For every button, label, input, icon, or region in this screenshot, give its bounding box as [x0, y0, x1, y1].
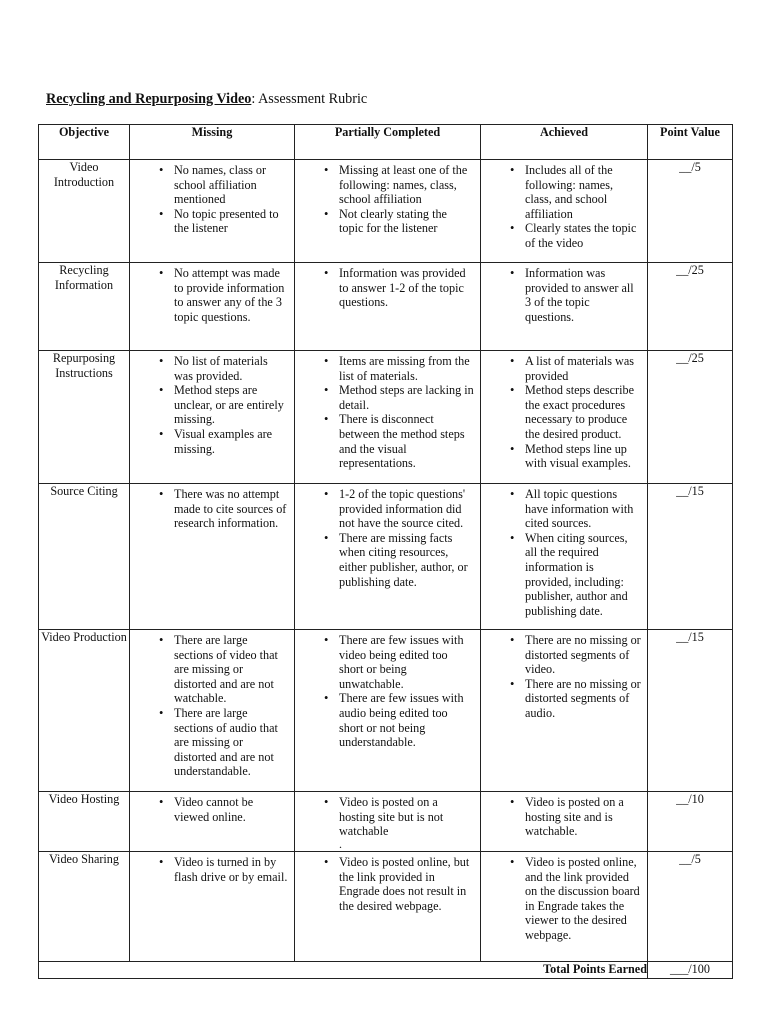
rubric-row: [39, 484, 733, 630]
criterion-item: • No list of materials was provided.: [130, 354, 288, 383]
criterion-item: • Items are missing from the list of materials.: [295, 354, 474, 383]
objective-cell: Video Introduction: [39, 160, 130, 263]
point-value-cell: __/5: [648, 852, 733, 962]
header-point-value: Point Value: [648, 125, 733, 160]
rubric-row: [39, 263, 733, 351]
partial-criteria-list: [295, 266, 474, 310]
achieved-cell: [481, 852, 648, 962]
criterion-item: • Method steps line up with visual examples.: [481, 442, 641, 471]
criterion-item: • Method steps are lacking in detail.: [295, 383, 474, 412]
criterion-item: • No topic presented to the listener: [130, 207, 288, 236]
criterion-item: • Missing at least one of the following: names, class, school affiliation: [295, 163, 474, 207]
achieved-criteria-list: [481, 354, 641, 471]
document-title: [46, 91, 367, 108]
criterion-item: • When citing sources, all the required information is provided, including: publisher, author and publishing date.: [481, 531, 641, 619]
objective-cell: Source Citing: [39, 484, 130, 630]
title-main: Recycling and Repurposing Video: [46, 91, 252, 107]
objective-cell: Recycling Information: [39, 263, 130, 351]
achieved-cell: [481, 630, 648, 792]
rubric-row: [39, 351, 733, 484]
partial-cell: [295, 484, 481, 630]
missing-criteria-list: [130, 795, 288, 824]
partial-cell: [295, 263, 481, 351]
criterion-item: • Method steps describe the exact procedures necessary to produce the desired product.: [481, 383, 641, 441]
point-value-cell: __/15: [648, 630, 733, 792]
total-row: [39, 962, 733, 979]
rubric-row: [39, 160, 733, 263]
partial-cell: [295, 351, 481, 484]
header-partially-completed: Partially Completed: [295, 125, 481, 160]
criterion-item: • There are missing facts when citing resources, either publisher, author, or publishing date.: [295, 531, 474, 589]
criterion-item: • There are few issues with video being edited too short or being unwatchable.: [295, 633, 474, 691]
point-value-cell: __/25: [648, 263, 733, 351]
missing-cell: [130, 852, 295, 962]
criterion-item: • There is disconnect between the method steps and the visual representations.: [295, 412, 474, 470]
criterion-item: • There are large sections of audio that are missing or distorted and are not understandable.: [130, 706, 288, 779]
missing-cell: [130, 351, 295, 484]
objective-cell: Video Hosting: [39, 792, 130, 852]
criterion-item: • Not clearly stating the topic for the listener: [295, 207, 474, 236]
achieved-criteria-list: [481, 487, 641, 618]
criterion-item: • Clearly states the topic of the video: [481, 221, 641, 250]
missing-criteria-list: [130, 855, 288, 884]
criterion-item: • Video cannot be viewed online.: [130, 795, 288, 824]
criterion-item: • 1-2 of the topic questions' provided information did not have the source cited.: [295, 487, 474, 531]
partial-criteria-list: [295, 354, 474, 471]
point-value-cell: __/5: [648, 160, 733, 263]
criterion-item: • Information was provided to answer all 3 of the topic questions.: [481, 266, 641, 324]
partial-cell: [295, 630, 481, 792]
achieved-cell: [481, 351, 648, 484]
rubric-row: [39, 630, 733, 792]
achieved-criteria-list: [481, 633, 641, 721]
criterion-item: • There are few issues with audio being edited too short or not being understandable.: [295, 691, 474, 749]
objective-cell: Video Production: [39, 630, 130, 792]
partial-cell: [295, 160, 481, 263]
criterion-item: • Video is posted online, but the link provided in Engrade does not result in the desired webpage.: [295, 855, 474, 913]
criterion-item: • Video is turned in by flash drive or by email.: [130, 855, 288, 884]
header-row: [39, 125, 733, 160]
missing-criteria-list: [130, 487, 288, 531]
partial-criteria-list: [295, 795, 474, 839]
header-achieved: Achieved: [481, 125, 648, 160]
missing-cell: [130, 792, 295, 852]
point-value-cell: __/25: [648, 351, 733, 484]
partial-criteria-list: [295, 163, 474, 236]
missing-criteria-list: [130, 266, 288, 324]
rubric-row: [39, 792, 733, 852]
achieved-criteria-list: [481, 163, 641, 251]
criterion-item: • Method steps are unclear, or are entirely missing.: [130, 383, 288, 427]
objective-cell: Video Sharing: [39, 852, 130, 962]
achieved-cell: [481, 263, 648, 351]
objective-cell: Repurposing Instructions: [39, 351, 130, 484]
total-points: ___/100: [648, 962, 733, 979]
partial-criteria-list: [295, 487, 474, 589]
trailing-mark: .: [339, 836, 342, 851]
point-value-cell: __/15: [648, 484, 733, 630]
missing-criteria-list: [130, 163, 288, 236]
total-label: Total Points Earned: [39, 962, 648, 979]
criterion-item: • Video is posted online, and the link provided on the discussion board in Engrade takes the viewer to the desired webpage.: [481, 855, 641, 943]
missing-cell: [130, 160, 295, 263]
criterion-item: • Information was provided to answer 1-2 of the topic questions.: [295, 266, 474, 310]
point-value-cell: __/10: [648, 792, 733, 852]
criterion-item: • Includes all of the following: names, class, and school affiliation: [481, 163, 641, 221]
achieved-cell: [481, 484, 648, 630]
missing-criteria-list: [130, 354, 288, 456]
rubric-row: [39, 852, 733, 962]
achieved-criteria-list: [481, 266, 641, 324]
criterion-item: • There was no attempt made to cite sources of research information.: [130, 487, 288, 531]
header-missing: Missing: [130, 125, 295, 160]
achieved-cell: [481, 160, 648, 263]
criterion-item: • A list of materials was provided: [481, 354, 641, 383]
assessment-rubric-table: [38, 124, 733, 979]
partial-criteria-list: [295, 855, 474, 913]
achieved-criteria-list: [481, 795, 641, 839]
missing-cell: [130, 263, 295, 351]
missing-cell: [130, 484, 295, 630]
partial-cell: [295, 792, 481, 852]
criterion-item: • There are no missing or distorted segments of audio.: [481, 677, 641, 721]
criterion-item: • All topic questions have information with cited sources.: [481, 487, 641, 531]
criterion-item: • There are large sections of video that are missing or distorted and are not watchable.: [130, 633, 288, 706]
header-objective: Objective: [39, 125, 130, 160]
criterion-item: • No attempt was made to provide information to answer any of the 3 topic questions.: [130, 266, 288, 324]
missing-criteria-list: [130, 633, 288, 779]
criterion-item: • No names, class or school affiliation mentioned: [130, 163, 288, 207]
achieved-cell: [481, 792, 648, 852]
criterion-item: • Video is posted on a hosting site and is watchable.: [481, 795, 641, 839]
achieved-criteria-list: [481, 855, 641, 943]
partial-criteria-list: [295, 633, 474, 750]
missing-cell: [130, 630, 295, 792]
criterion-item: • There are no missing or distorted segments of video.: [481, 633, 641, 677]
criterion-item: • Video is posted on a hosting site but is not watchable: [295, 795, 474, 839]
criterion-item: • Visual examples are missing.: [130, 427, 288, 456]
title-suffix: : Assessment Rubric: [251, 91, 368, 107]
partial-cell: [295, 852, 481, 962]
